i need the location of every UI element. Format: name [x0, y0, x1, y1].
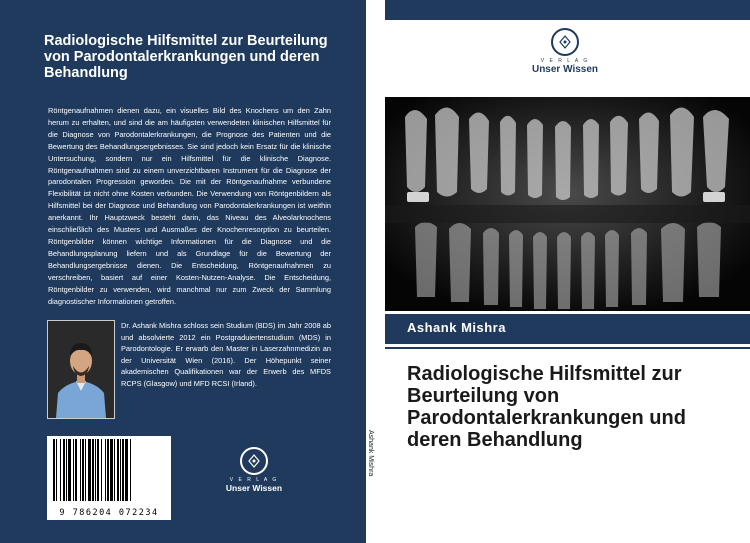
barcode-bar [125, 439, 128, 501]
barcode-bar [107, 439, 109, 501]
spine-author: Ashank Mishra [367, 430, 374, 477]
barcode-bar [63, 439, 65, 501]
barcode-bar [82, 439, 84, 501]
author-photo [47, 320, 115, 419]
barcode-bar [56, 439, 57, 501]
back-cover-title: Radiologische Hilfsmittel zur Beurteilung von Parodontalerkrankungen und deren Behandlung [44, 33, 328, 81]
publisher-logo-icon [240, 447, 268, 475]
barcode-bar [85, 439, 86, 501]
back-publisher-verlag: V E R L A G [229, 477, 279, 483]
barcode-bar [95, 439, 96, 501]
dental-xray-image [385, 97, 750, 311]
back-cover-blurb: Röntgenaufnahmen dienen dazu, ein visuelles Bild des Knochens um den Zahn herum zu erhalten, und sind die am häufigsten verwendeten klinischen Hilfsmittel für die Diagnose von Parodontalerkrankungen, die Prognose des Patienten und die Bewertung des Behandlungsergebnisses. Sie sind jedoch kein Ersatz für die klinische Untersuchung, sondern nur ein Hilfsmittel für die klinische Diagnose. Röntgenaufnahmen sind zu einem unverzichtbaren Instrument für die Diagnose der parodontalen Progression geworden. Die mit der Röntgenaufnahme verbundene Flexibilität ist nicht ohne Kosten verbunden. Die Verwendung von Röntgenbildern als Hilfsmittel bei der Diagnose und Behandlung von Parodontalerkrankungen ist weithin anerkannt. Ihr Hauptzweck besteht darin, das Niveau des Alveolarknochens einschließlich des Musters und Ausmaßes der Knochenresorption zu beurteilen. Röntgenbilder können wichtige Informationen für die Diagnose und die Behandlungsplanung liefern und als Grundlage für die Bewertung der Behandlungsergebnisse dienen. Die Entscheidung, Röntgenaufnahmen zu verschreiben, basiert auf einer Kosten-Nutzen-Analyse. Die Entscheidung, Röntgenbilder zu verwenden, wird manchmal nur zum Zweck der Sammlung diagnostischer Informationen getroffen. [48, 106, 331, 306]
barcode-bar [60, 439, 61, 501]
front-publisher-name: Unser Wissen [531, 64, 599, 75]
barcode-bar [114, 439, 115, 501]
back-cover [0, 0, 366, 543]
back-publisher-name: Unser Wissen [225, 483, 283, 493]
barcode-bar [53, 439, 55, 501]
barcode-bar [75, 439, 77, 501]
barcode-bar [73, 439, 74, 501]
barcode-bar [97, 439, 99, 501]
barcode-bar [110, 439, 113, 501]
front-publisher-verlag: V E R L A G [540, 58, 590, 64]
barcode-bar [130, 439, 131, 501]
front-divider [385, 347, 750, 349]
barcode-bar [88, 439, 91, 501]
front-top-band [385, 0, 750, 20]
barcode-bar [92, 439, 94, 501]
barcode-bar [120, 439, 121, 501]
barcode-bar [68, 439, 71, 501]
publisher-logo-icon [551, 28, 579, 56]
back-publisher-logo [212, 447, 296, 493]
front-publisher-logo [515, 28, 615, 75]
front-author: Ashank Mishra [407, 320, 506, 335]
barcode-bar [80, 439, 81, 501]
isbn-number: 9 786204 072234 [59, 508, 159, 518]
barcode-bar [101, 439, 102, 501]
barcode [47, 436, 171, 520]
barcode-bar [122, 439, 124, 501]
author-bio: Dr. Ashank Mishra schloss sein Studium (BDS) im Jahr 2008 ab und absolvierte 2012 ein Postgraduiertenstudium (MDS) in Parodontologie. Er erwarb den Master in Laserzahnmedizin an der Universität Wien (2016). Der Höhepunkt seiner akademischen Qualifikationen war der Erwerb des MFDS RCPS (Glasgow) und MFD RCSI (Irland). [121, 321, 331, 388]
barcode-bar [66, 439, 67, 501]
front-cover-title: Radiologische Hilfsmittel zur Beurteilung von Parodontalerkrankungen und deren Behandlung [407, 363, 686, 451]
barcode-bar [117, 439, 119, 501]
barcode-bar [105, 439, 106, 501]
